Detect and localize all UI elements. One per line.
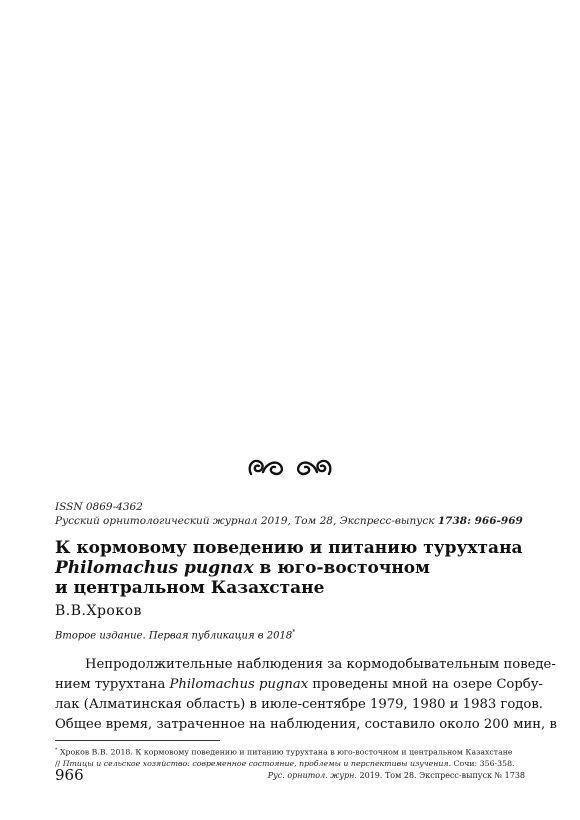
article-title: [55, 538, 535, 598]
body-line-4: Общее время, затраченное на наблюдения, составило около 200 мин, в: [55, 717, 557, 732]
issn: ISSN 0869-4362: [55, 501, 143, 513]
body-line-2-a: нием турухтана: [55, 677, 170, 692]
footnote: [55, 745, 535, 769]
edition-note: [55, 629, 295, 641]
body-line-1: Непродолжительные наблюдения за кормодобывательным поведе-: [85, 657, 556, 672]
running-footer-journal: Рус. орнитол. журн.: [267, 771, 357, 780]
title-species: Philomachus pugnax: [55, 558, 254, 578]
author: В.В.Хроков: [55, 603, 142, 619]
ornament: [0, 454, 580, 484]
title-line-2-rest: в юго-восточном: [253, 558, 430, 578]
title-line-3: и центральном Казахстане: [55, 578, 325, 598]
title-line-2: [55, 558, 535, 578]
footnote-line-2: [55, 758, 535, 769]
running-footer: [268, 771, 525, 780]
body-species: Philomachus pugnax: [169, 677, 309, 692]
title-line-1: К кормовому поведению и питанию турухтана: [55, 538, 523, 558]
body-line-2-b: проведены мной на озере Сорбу-: [308, 677, 543, 692]
footnote-mark: *: [55, 747, 58, 753]
footnote-divider: [55, 740, 220, 741]
footnote-suffix: . Сочи: 356-358.: [448, 758, 515, 768]
body-line-3: лак (Алматинская область) в июле-сентябре 1979, 1980 и 1983 годов.: [55, 697, 543, 712]
citation-prefix: Русский орнитологический журнал 2019, Том 28, Экспресс-выпуск: [55, 515, 438, 527]
footnote-prefix: //: [55, 758, 63, 768]
publication-meta: [55, 500, 523, 528]
page-number: 966: [55, 766, 84, 784]
fleuron-pair-icon: [245, 454, 335, 480]
body-line-2: [55, 675, 543, 695]
footnote-line-1: [55, 745, 535, 758]
running-footer-rest: 2019. Том 28. Экспресс-выпуск № 1738: [356, 771, 525, 780]
footnote-text-1: Хроков В.В. 2018. К кормовому поведению и питанию турухтана в юго-восточном и центральном Казахстане: [57, 747, 513, 757]
edition-mark: *: [292, 629, 296, 636]
citation-pages: : 966-969: [467, 515, 523, 527]
body-paragraph: [55, 655, 557, 735]
edition-text: Второе издание. Первая публикация в 2018: [55, 630, 293, 642]
citation: [55, 514, 523, 528]
citation-issue: 1738: [437, 515, 468, 527]
footnote-source: Птицы и сельское хозяйство: современное состояние, проблемы и перспективы изучения: [62, 758, 449, 768]
